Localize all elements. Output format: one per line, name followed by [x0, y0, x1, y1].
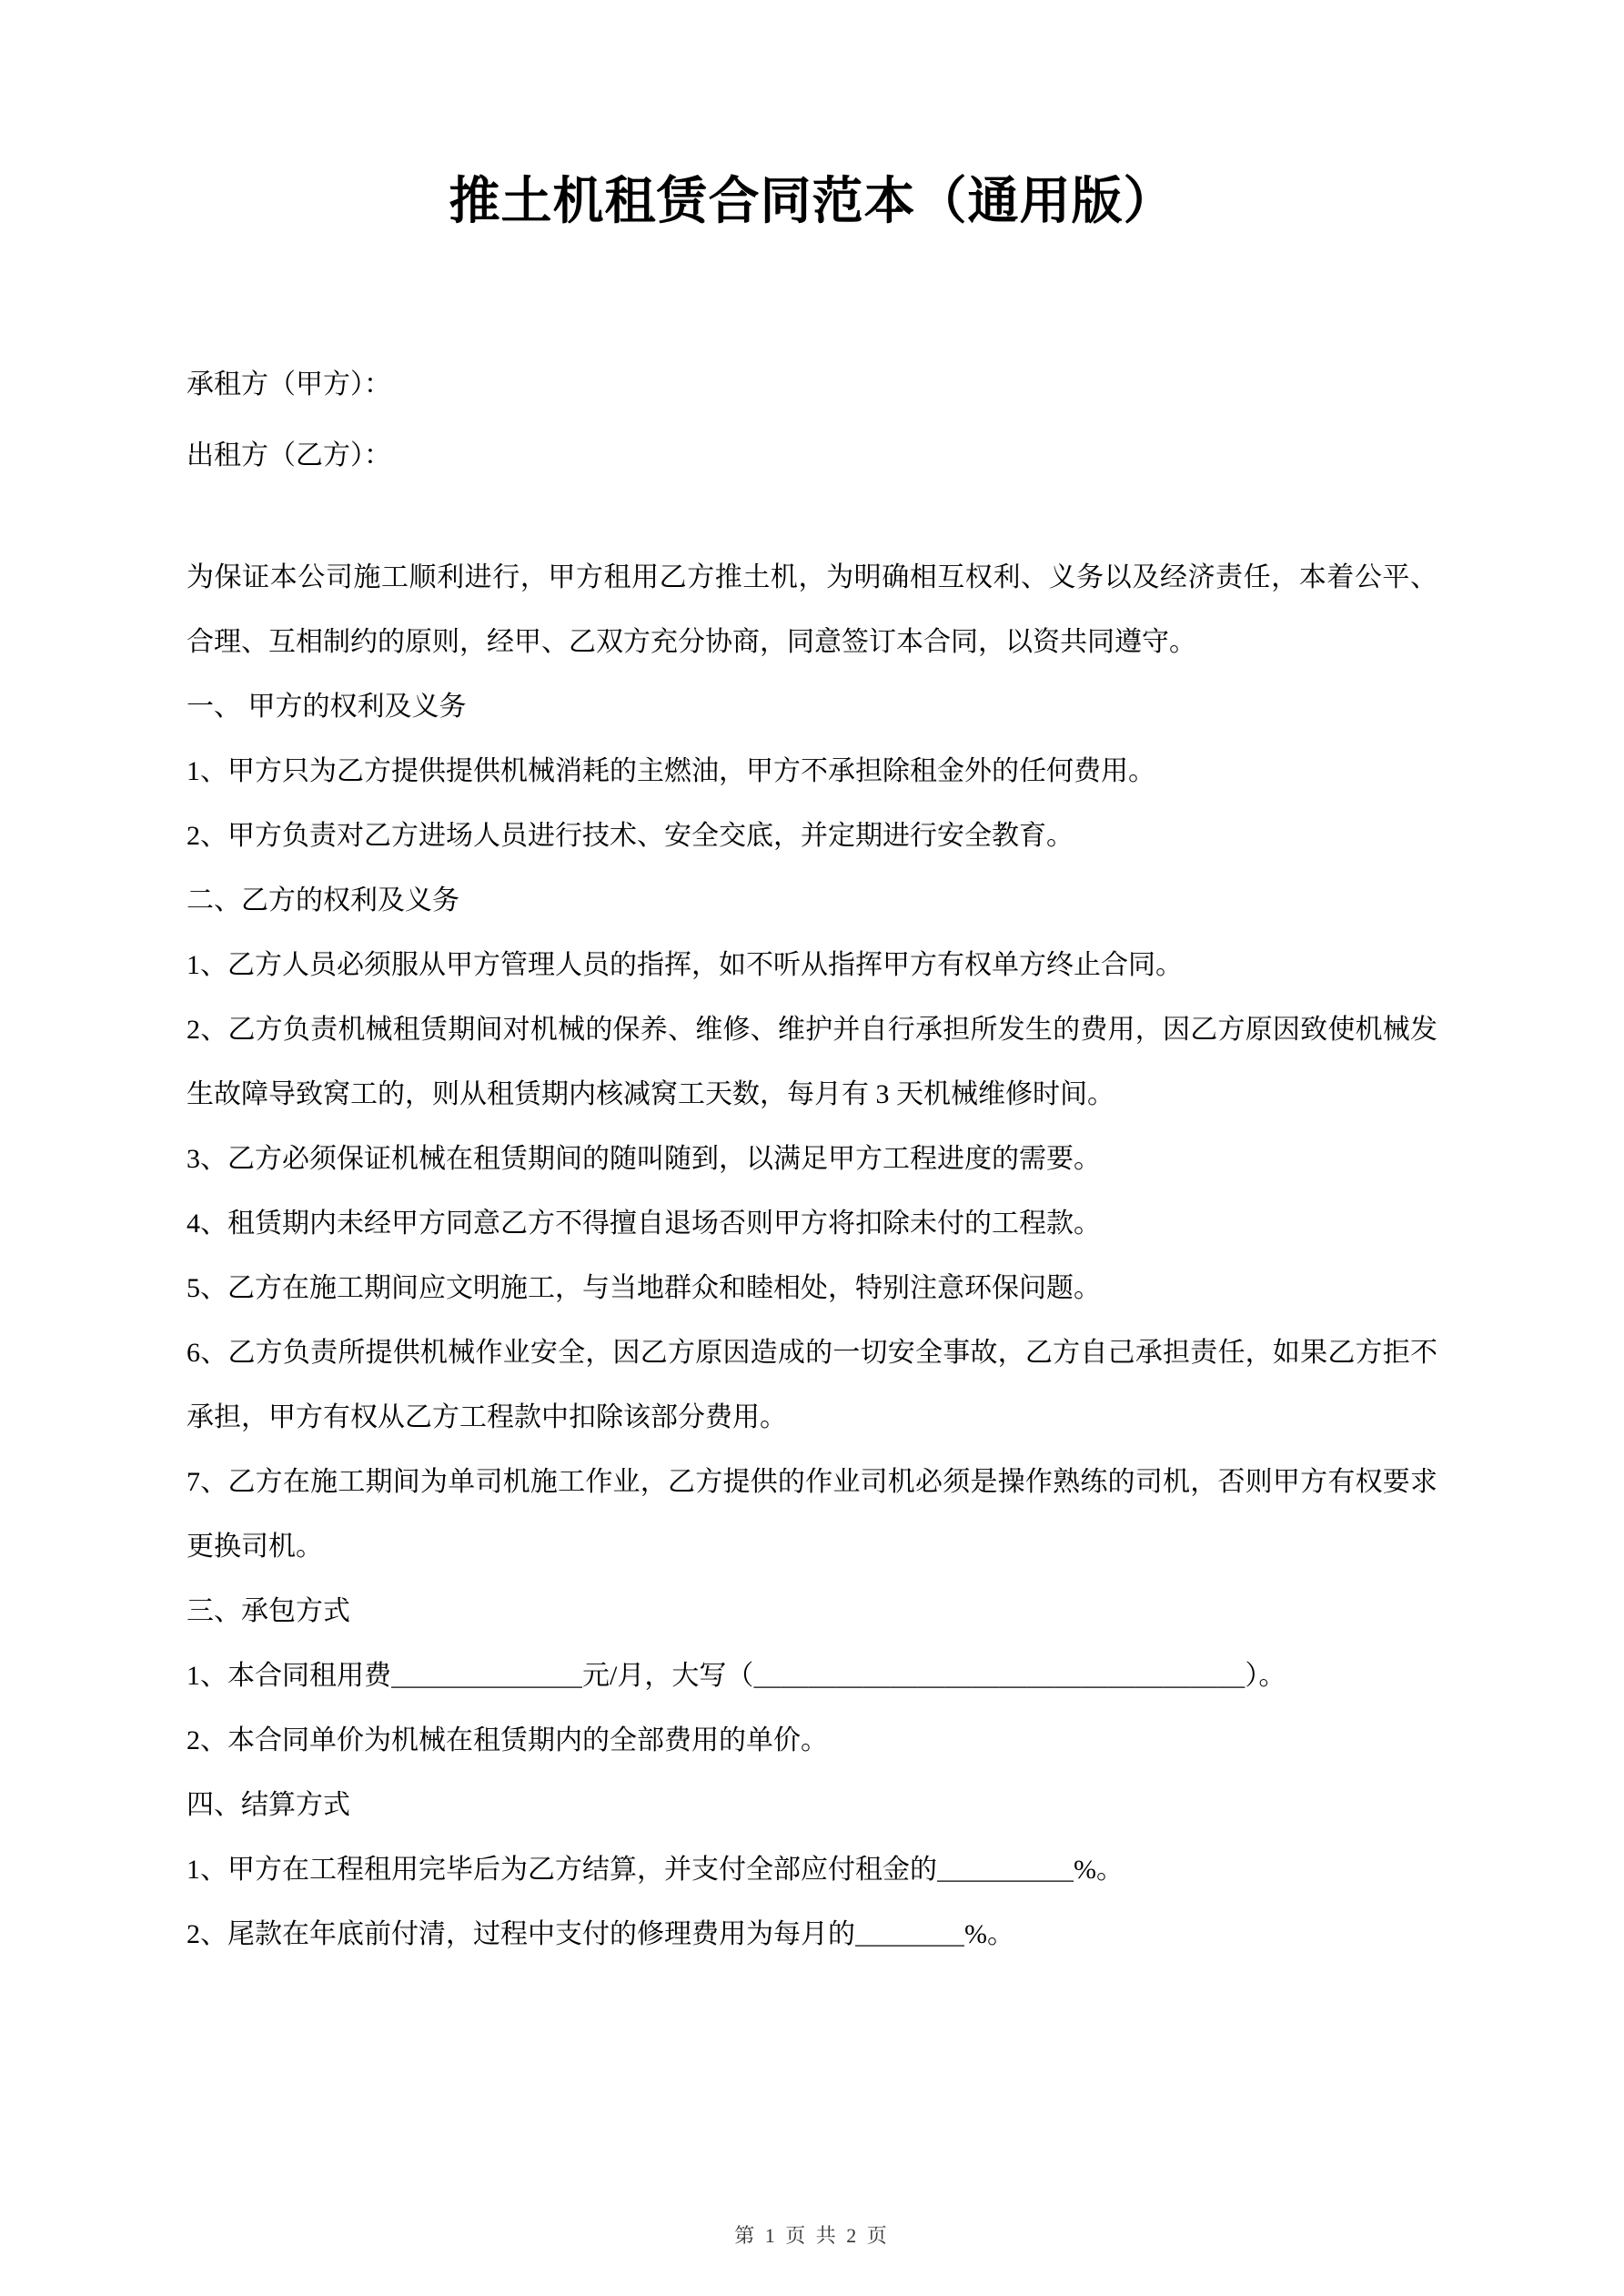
- clause-3-1: 1、本合同租用费＿＿＿＿＿＿＿元/月，大写（＿＿＿＿＿＿＿＿＿＿＿＿＿＿＿＿＿＿）。: [187, 1661, 1286, 1691]
- preamble-paragraph: 为保证本公司施工顺利进行，甲方租用乙方推土机，为明确相互权利、义务以及经济责任，本着公平、合理、互相制约的原则，经甲、乙双方充分协商，同意签订本合同，以资共同遵守。: [187, 562, 1437, 657]
- section-heading-3: 三、承包方式: [187, 1596, 350, 1626]
- section-heading-2: 二、乙方的权利及义务: [187, 885, 459, 915]
- contract-body: [187, 545, 1437, 1967]
- document-title: 推土机租赁合同范本（通用版）: [449, 174, 1175, 230]
- clause-1-1: 1、甲方只为乙方提供提供机械消耗的主燃油，甲方不承担除租金外的任何费用。: [187, 756, 1155, 786]
- clause-2-3: 3、乙方必须保证机械在租赁期间的随叫随到，以满足甲方工程进度的需要。: [187, 1144, 1101, 1174]
- clause-3-2: 2、本合同单价为机械在租赁期内的全部费用的单价。: [187, 1725, 828, 1755]
- party-lessee-line: 承租方（甲方）：: [187, 369, 391, 400]
- clause-4-2: 2、尾款在年底前付清，过程中支付的修理费用为每月的＿＿＿＿%。: [187, 1919, 1014, 1949]
- clause-2-2: 2、乙方负责机械租赁期间对机械的保养、维修、维护并自行承担所发生的费用，因乙方原因致使机械发生故障导致窝工的，则从租赁期内核减窝工天数，每月有 3 天机械维修时间。: [187, 1015, 1437, 1109]
- page-number-footer: 第 1 页 共 2 页: [734, 2224, 890, 2247]
- clause-2-6: 6、乙方负责所提供机械作业安全，因乙方原因造成的一切安全事故，乙方自己承担责任，如果乙方拒不承担，甲方有权从乙方工程款中扣除该部分费用。: [187, 1338, 1437, 1432]
- party-lessor-line: 出租方（乙方）：: [187, 440, 391, 470]
- clause-1-2: 2、甲方负责对乙方进场人员进行技术、安全交底，并定期进行安全教育。: [187, 821, 1074, 851]
- clause-2-7: 7、乙方在施工期间为单司机施工作业，乙方提供的作业司机必须是操作熟练的司机，否则甲方有权要求更换司机。: [187, 1467, 1437, 1562]
- parties-block: [187, 352, 1437, 489]
- clause-2-1: 1、乙方人员必须服从甲方管理人员的指挥，如不听从指挥甲方有权单方终止合同。: [187, 950, 1183, 980]
- clause-4-1: 1、甲方在工程租用完毕后为乙方结算，并支付全部应付租金的＿＿＿＿＿%。: [187, 1855, 1124, 1885]
- section-heading-4: 四、结算方式: [187, 1790, 350, 1820]
- section-heading-1: 一、 甲方的权利及义务: [187, 692, 467, 722]
- clause-2-5: 5、乙方在施工期间应文明施工，与当地群众和睦相处，特别注意环保问题。: [187, 1273, 1101, 1303]
- clause-2-4: 4、租赁期内未经甲方同意乙方不得擅自退场否则甲方将扣除未付的工程款。: [187, 1209, 1101, 1239]
